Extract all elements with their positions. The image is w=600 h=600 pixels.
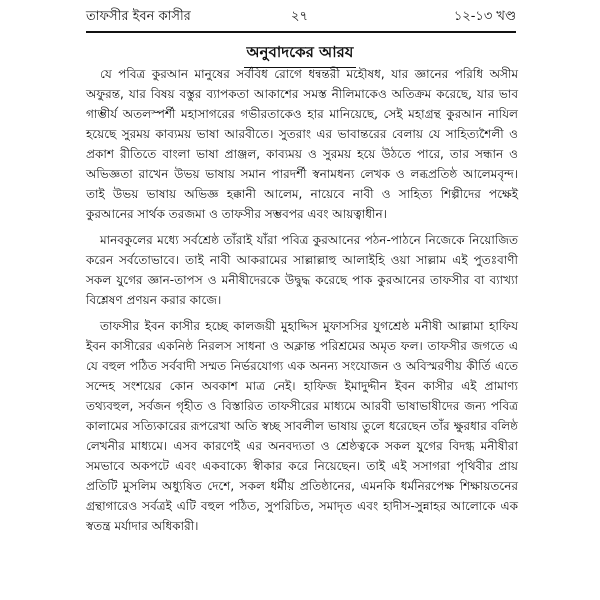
header-rule	[86, 31, 516, 33]
running-header	[86, 7, 516, 29]
book-title: তাফসীর ইবন কাসীর	[86, 9, 191, 24]
volume-label: ১২-১৩ খণ্ড	[453, 9, 516, 24]
section-title: অনুবাদকের আরয	[244, 41, 357, 68]
paragraph-1: যে পবিত্র কুরআন মানুষের সর্ববিধ রোগে ধন্বন্তরী মহৌষধ, যার জ্ঞানের পরিধি অসীম অফুরন্ত, যার বিষয় বস্তুর ব্যাপকতা আকাশের সমস্ত নীলিমাকেও অতিক্রম করেছে, যার ভাব গাম্ভীর্য অতলস্পর্শী মহাসাগরের গভীরতাকেও হার মানিয়েছে, সেই মহাগ্রন্থ কুরআন নাযিল হয়েছে সুরময় কাব্যময় ভাষা আরবীতে। সুতরাং এর ভাবান্তরের বেলায় যে সাহিত্যশৈলী ও প্রকাশ রীতিতে বাংলা ভাষা প্রাঞ্জল, কাব্যময় ও সুরময় হয়ে উঠতে পারে, তার সন্ধান ও অভিজ্ঞতা রাখেন উভয় ভাষায় সমান পারদর্শী স্বনামধন্য লেখক ও লব্ধপ্রতিষ্ঠ আলেমবৃন্দ। তাই উভয় ভাষায় অভিজ্ঞ হক্কানী আলেম, নায়েবে নাবী ও সাহিত্য শিল্পীদের পক্ষেই কুরআনের সার্থক তরজমা ও তাফসীর সম্ভবপর এবং আয়ত্বাধীন।	[86, 67, 518, 221]
paragraph-3: তাফসীর ইবন কাসীর হচ্ছে কালজয়ী মুহাদ্দিস মুফাসসির যুগশ্রেষ্ঠ মনীষী আল্লামা হাফিয ইবন কাসীরের একনিষ্ঠ নিরলস সাধনা ও অক্লান্ত পরিশ্রমের অমৃত ফল। তাফসীর জগতে এ যে বহুল পঠিত সর্ববাদী সম্মত নির্ভরযোগ্য এক অনন্য সংযোজন ও অবিস্মরণীয় কীর্তি এতে সন্দেহ সংশয়ের কোন অবকাশ মাত্র নেই। হাফিজ ইমাদুদ্দীন ইবন কাসীর এই প্রামাণ্য তথ্যবহুল, সর্বজন গৃহীত ও বিস্তারিত তাফসীরের মাধ্যমে আরবী ভাষাভাষীদের জন্য পবিত্র কালামের সত্যিকারের রূপরেখা অতি স্বচ্ছ সাবলীল ভাষায় তুলে ধরেছেন তাঁর ক্ষুরধার বলিষ্ঠ লেখনীর মাধ্যমে। এসব কারণেই এর অনবদ্যতা ও শ্রেষ্ঠত্বকে সকল যুগের বিদগ্ধ মনীষীরা সমভাবে অকপটে এবং একবাক্যে স্বীকার করে নিয়েছেন। তাই এই সসাগরা পৃথিবীর প্রায় প্রতিটি মুসলিম অধ্যুষিত দেশে, সকল ধর্মীয় প্রতিষ্ঠানের, এমনকি ধর্মনিরপেক্ষ শিক্ষায়তনের গ্রন্থাগারেও সর্বত্রই এটি বহুল পঠিত, সুপরিচিত, সমাদৃত এবং হাদীস-সুন্নাহর আলোকে এক স্বতন্ত্র মর্যাদার অধিকারী।	[86, 319, 518, 533]
body-text	[86, 64, 518, 542]
paragraph-2: মানবকুলের মধ্যে সর্বশ্রেষ্ঠ তাঁরাই যাঁরা পবিত্র কুরআনের পঠন-পাঠনে নিজেকে নিয়োজিত করেন সর্বতোভাবে। তাই নাবী আকরামের সাল্লাল্লাহু আলাইহি ওয়া সাল্লাম এই পুতঃবাণী সকল যুগের জ্ঞান-তাপস ও মনীষীদেরকে উদ্বুদ্ধ করেছে পাক কুরআনের তাফসীর বা ব্যাখ্যা বিশ্লেষণ প্রণয়ন করার কাজে।	[86, 233, 518, 307]
page-number: ২৭	[291, 9, 308, 24]
